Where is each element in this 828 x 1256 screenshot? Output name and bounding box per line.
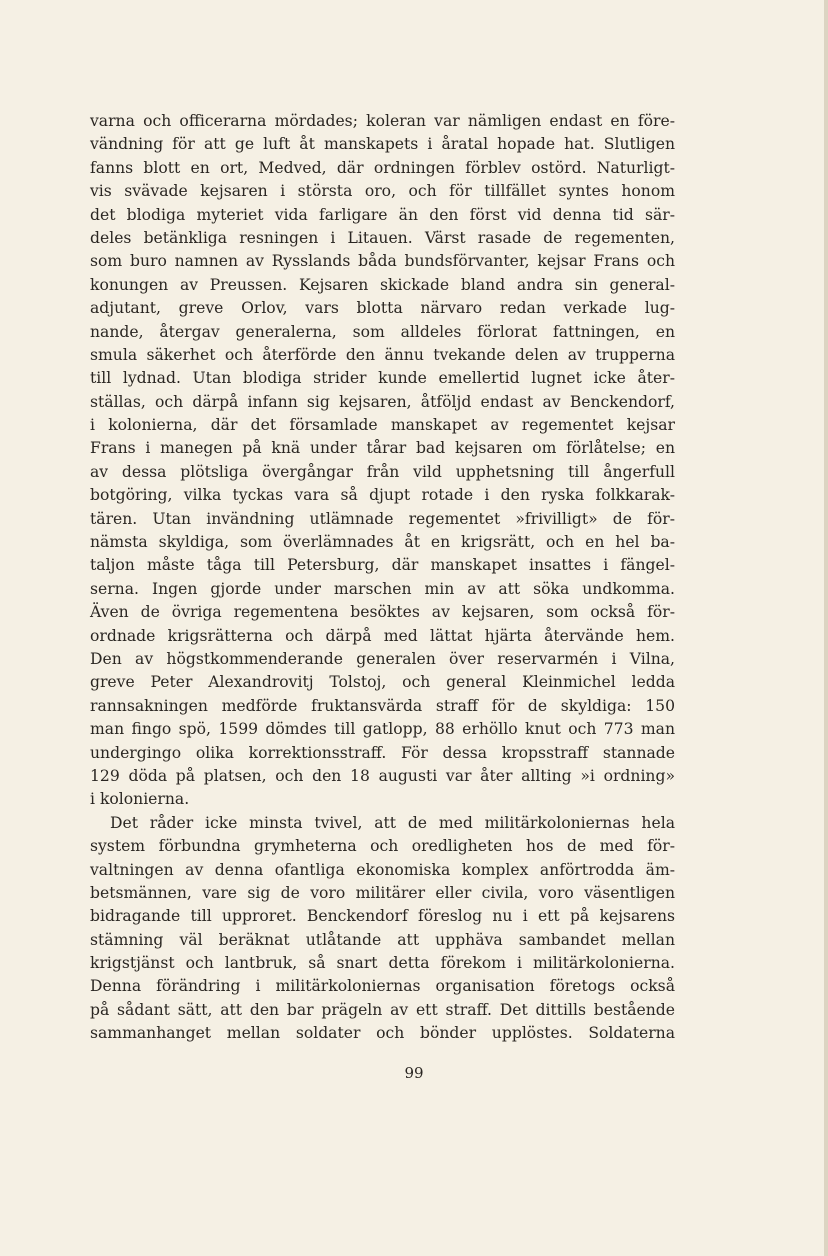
- text-line: tären. Utan invändning utlämnade regementet »frivilligt» de för-: [90, 509, 675, 528]
- text-line: taljon måste tåga till Petersburg, där manskapet insattes i fängel-: [90, 556, 675, 575]
- text-line: varna och officerarna mördades; koleran var nämligen endast en före-: [90, 112, 675, 130]
- text-line: vändning för att ge luft åt manskapets i åratal hopade hat. Slutligen: [90, 135, 675, 154]
- text-line: valtningen av denna ofantliga ekonomiska komplex anförtrodda äm-: [90, 860, 675, 879]
- text-line: botgöring, vilka tyckas vara så djupt rotade i den ryska folkkarak-: [90, 486, 675, 505]
- text-line: serna. Ingen gjorde under marschen min av att söka undkomma.: [90, 579, 675, 598]
- text-line: 129 döda på platsen, och den 18 augusti var åter allting »i ordning»: [90, 766, 675, 785]
- text-line: det blodiga myteriet vida farligare än den först vid denna tid sär-: [90, 205, 675, 224]
- text-line: deles betänkliga resningen i Litauen. Värst rasade de regementen,: [90, 228, 675, 247]
- text-line: greve Peter Alexandrovitj Tolstoj, och general Kleinmichel ledda: [90, 673, 675, 692]
- text-line: som buro namnen av Rysslands båda bundsförvanter, kejsar Frans och: [90, 252, 675, 271]
- text-line: stämning väl beräknat utlåtande att upphäva sambandet mellan: [90, 930, 675, 949]
- text-line: Även de övriga regementena besöktes av kejsaren, som också för-: [90, 603, 675, 622]
- text-line: av dessa plötsliga övergångar från vild upphetsning till ångerfull: [90, 462, 675, 481]
- text-line: nämsta skyldiga, som överlämnades åt en krigsrätt, och en hel ba-: [90, 533, 675, 552]
- text-line: man fingo spö, 1599 dömdes till gatlopp, 88 erhöllo knut och 773 man: [90, 720, 675, 739]
- text-line: ordnade krigsrätterna och därpå med lättat hjärta återvände hem.: [90, 626, 675, 645]
- text-line: nande, återgav generalerna, som alldeles förlorat fattningen, en: [90, 322, 675, 341]
- text-line: sammanhanget mellan soldater och bönder upplöstes. Soldaterna: [90, 1024, 675, 1043]
- text-line: bidragande till upproret. Benckendorf föreslog nu i ett på kejsarens: [90, 907, 675, 926]
- text-line: Frans i manegen på knä under tårar bad kejsaren om förlåtelse; en: [90, 439, 675, 458]
- text-line: rannsakningen medförde fruktansvärda straff för de skyldiga: 150: [90, 696, 675, 715]
- text-line: konungen av Preussen. Kejsaren skickade bland andra sin general-: [90, 275, 675, 294]
- text-line: i kolonierna.: [90, 790, 190, 809]
- text-line: vis svävade kejsaren i största oro, och för tillfället syntes honom: [90, 182, 675, 201]
- text-line: på sådant sätt, att den bar prägeln av ett straff. Det dittills bestående: [90, 1000, 675, 1019]
- text-line: Den av högstkommenderande generalen över reservarmén i Vilna,: [90, 649, 675, 668]
- text-line: adjutant, greve Orlov, vars blotta närvaro redan verkade lug-: [90, 299, 675, 318]
- text-line: Denna förändring i militärkoloniernas organisation företogs också: [90, 977, 675, 996]
- text-line: i kolonierna, där det församlade manskapet av regementet kejsar: [90, 416, 675, 435]
- text-line: Det råder icke minsta tvivel, att de med militärkoloniernas hela: [110, 813, 675, 832]
- text-line: undergingo olika korrektionsstraff. För dessa kropsstraff stannade: [90, 743, 675, 762]
- text-line: ställas, och därpå infann sig kejsaren, åtföljd endast av Benckendorf,: [90, 392, 675, 411]
- text-line: till lydnad. Utan blodiga strider kunde emellertid lugnet icke åter-: [90, 369, 675, 388]
- text-line: fanns blott en ort, Medved, där ordningen förblev ostörd. Naturligt-: [90, 158, 675, 177]
- body-text: [90, 110, 675, 1046]
- text-line: betsmännen, vare sig de voro militärer eller civila, voro väsentligen: [90, 883, 675, 902]
- text-line: smula säkerhet och återförde den ännu tvekande delen av trupperna: [90, 345, 675, 364]
- page-number: 99: [404, 1064, 424, 1082]
- text-line: system förbundna grymheterna och oredligheten hos de med för-: [90, 837, 675, 856]
- text-line: krigstjänst och lantbruk, så snart detta förekom i militärkolonierna.: [90, 954, 675, 973]
